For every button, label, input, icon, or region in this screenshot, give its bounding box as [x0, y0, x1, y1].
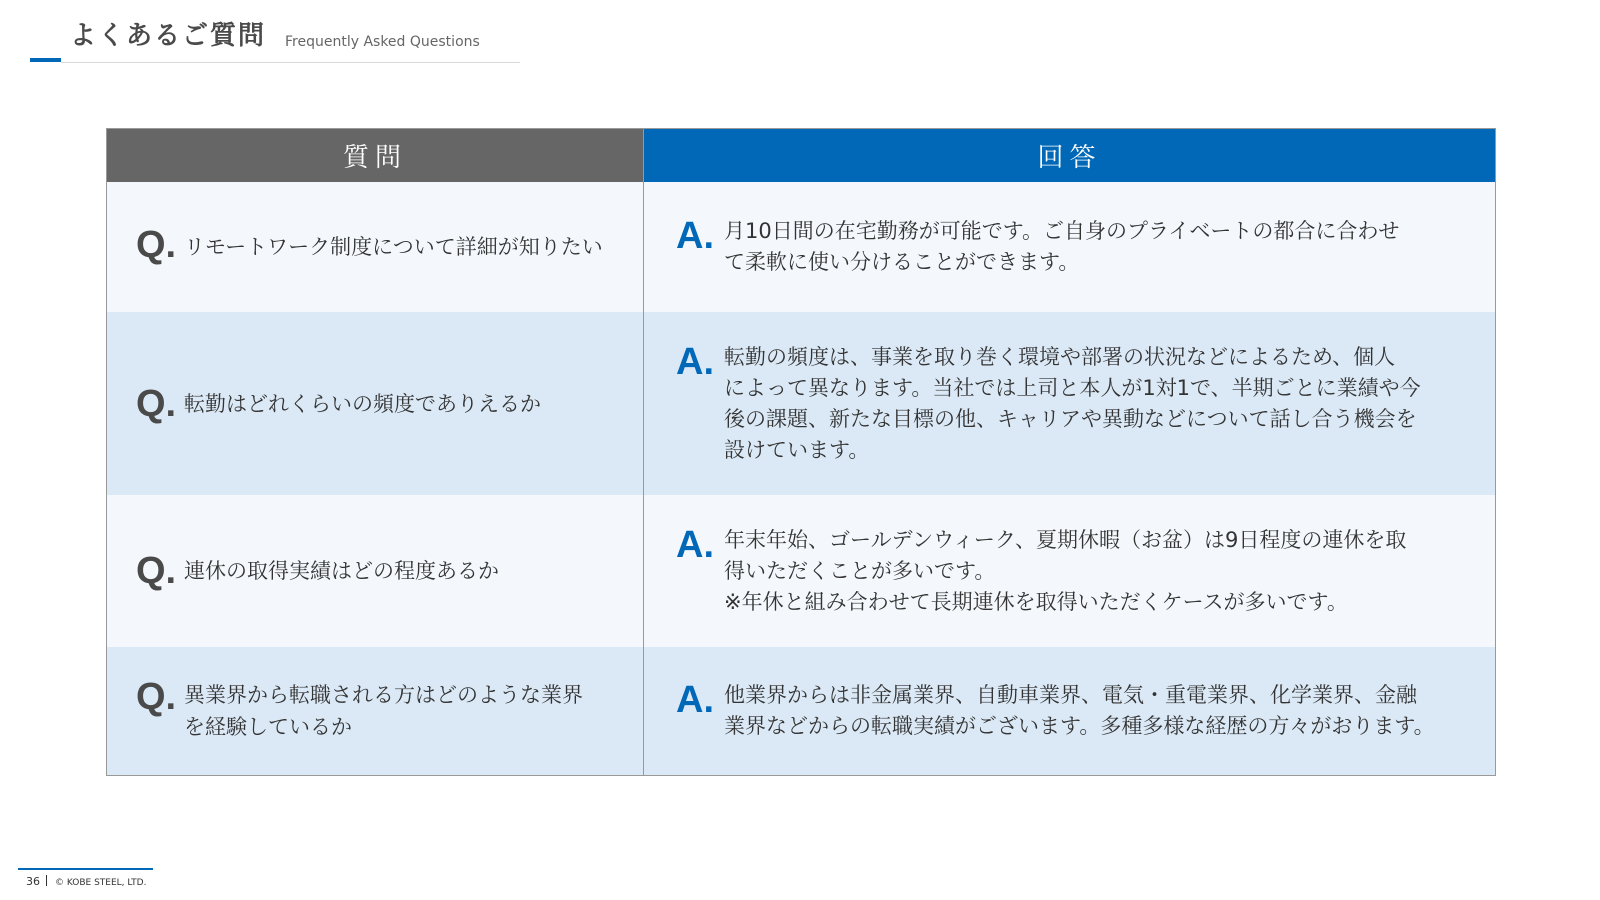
answer-line: て柔軟に使い分けることができます。 [724, 250, 1080, 274]
answer-line: 得いただくことが多いです。 [724, 558, 996, 583]
header-divider [61, 62, 520, 63]
answer-mark: A. [676, 340, 714, 383]
header-accent-bar [30, 58, 61, 62]
question-line: 連休の取得実績はどの程度あるか [184, 559, 499, 583]
answer-line: 後の課題、新たな目標の他、キャリアや異動などについて話し合う機会を [724, 406, 1417, 431]
faq-row [107, 312, 1495, 495]
question-column-header: 質問 [107, 129, 644, 182]
question-line: リモートワーク制度について詳細が知りたい [184, 235, 603, 259]
answer-mark: A. [676, 523, 714, 566]
page-number: 36 [26, 875, 40, 888]
question-line: を経験しているか [184, 715, 352, 739]
answer-line: ※年休と組み合わせて長期連休を取得いただくケースが多いです。 [724, 589, 1348, 614]
answer-cell [644, 182, 1495, 312]
answer-text [724, 216, 1399, 278]
page-subtitle: Frequently Asked Questions [285, 34, 480, 50]
page-title: よくあるご質問 [70, 21, 267, 51]
question-line: 異業界から転職される方はどのような業界 [184, 683, 583, 707]
question-text [184, 231, 603, 263]
question-line: 転勤はどれくらいの頻度でありえるか [184, 391, 541, 416]
faq-table-header [107, 129, 1495, 182]
faq-row [107, 182, 1495, 312]
footer-accent-line [18, 868, 153, 870]
answer-cell [644, 312, 1495, 495]
answer-line: 月10日間の在宅勤務が可能です。ご自身のプライベートの都合に合わせ [724, 219, 1400, 243]
question-cell [107, 495, 644, 647]
answer-line: によって異なります。当社では上司と本人が1対1で、半期ごとに業績や今 [724, 375, 1421, 400]
answer-cell [644, 647, 1495, 775]
faq-row [107, 495, 1495, 647]
question-text [184, 388, 541, 420]
page-header [30, 18, 490, 64]
question-mark: Q. [136, 550, 177, 592]
question-mark: Q. [136, 382, 177, 425]
answer-line: 業界などからの転職実績がございます。多種多様な経歴の方々がおります。 [724, 714, 1435, 738]
answer-mark: A. [676, 679, 714, 721]
faq-row [107, 647, 1495, 775]
question-cell [107, 312, 644, 495]
answer-cell [644, 495, 1495, 647]
answer-line: 設けています。 [724, 437, 870, 462]
question-cell [107, 182, 644, 312]
answer-line: 他業界からは非金属業界、自動車業界、電気・重電業界、化学業界、金融 [724, 683, 1417, 707]
answer-text [724, 525, 1406, 618]
answer-line: 転勤の頻度は、事業を取り巻く環境や部署の状況などによるため、個人 [724, 344, 1396, 369]
question-text [184, 555, 499, 587]
answer-text [724, 342, 1421, 466]
page-footer [26, 874, 146, 891]
answer-text [724, 680, 1435, 742]
question-text [184, 679, 583, 743]
answer-mark: A. [676, 215, 714, 257]
question-cell [107, 647, 644, 775]
question-mark: Q. [136, 224, 177, 266]
faq-table [106, 128, 1496, 776]
answer-column-header: 回答 [644, 129, 1495, 182]
copyright-text: © KOBE STEEL, LTD. [55, 878, 147, 888]
footer-separator [46, 875, 47, 886]
question-mark: Q. [136, 676, 177, 718]
answer-line: 年末年始、ゴールデンウィーク、夏期休暇（お盆）は9日程度の連休を取 [724, 527, 1407, 552]
